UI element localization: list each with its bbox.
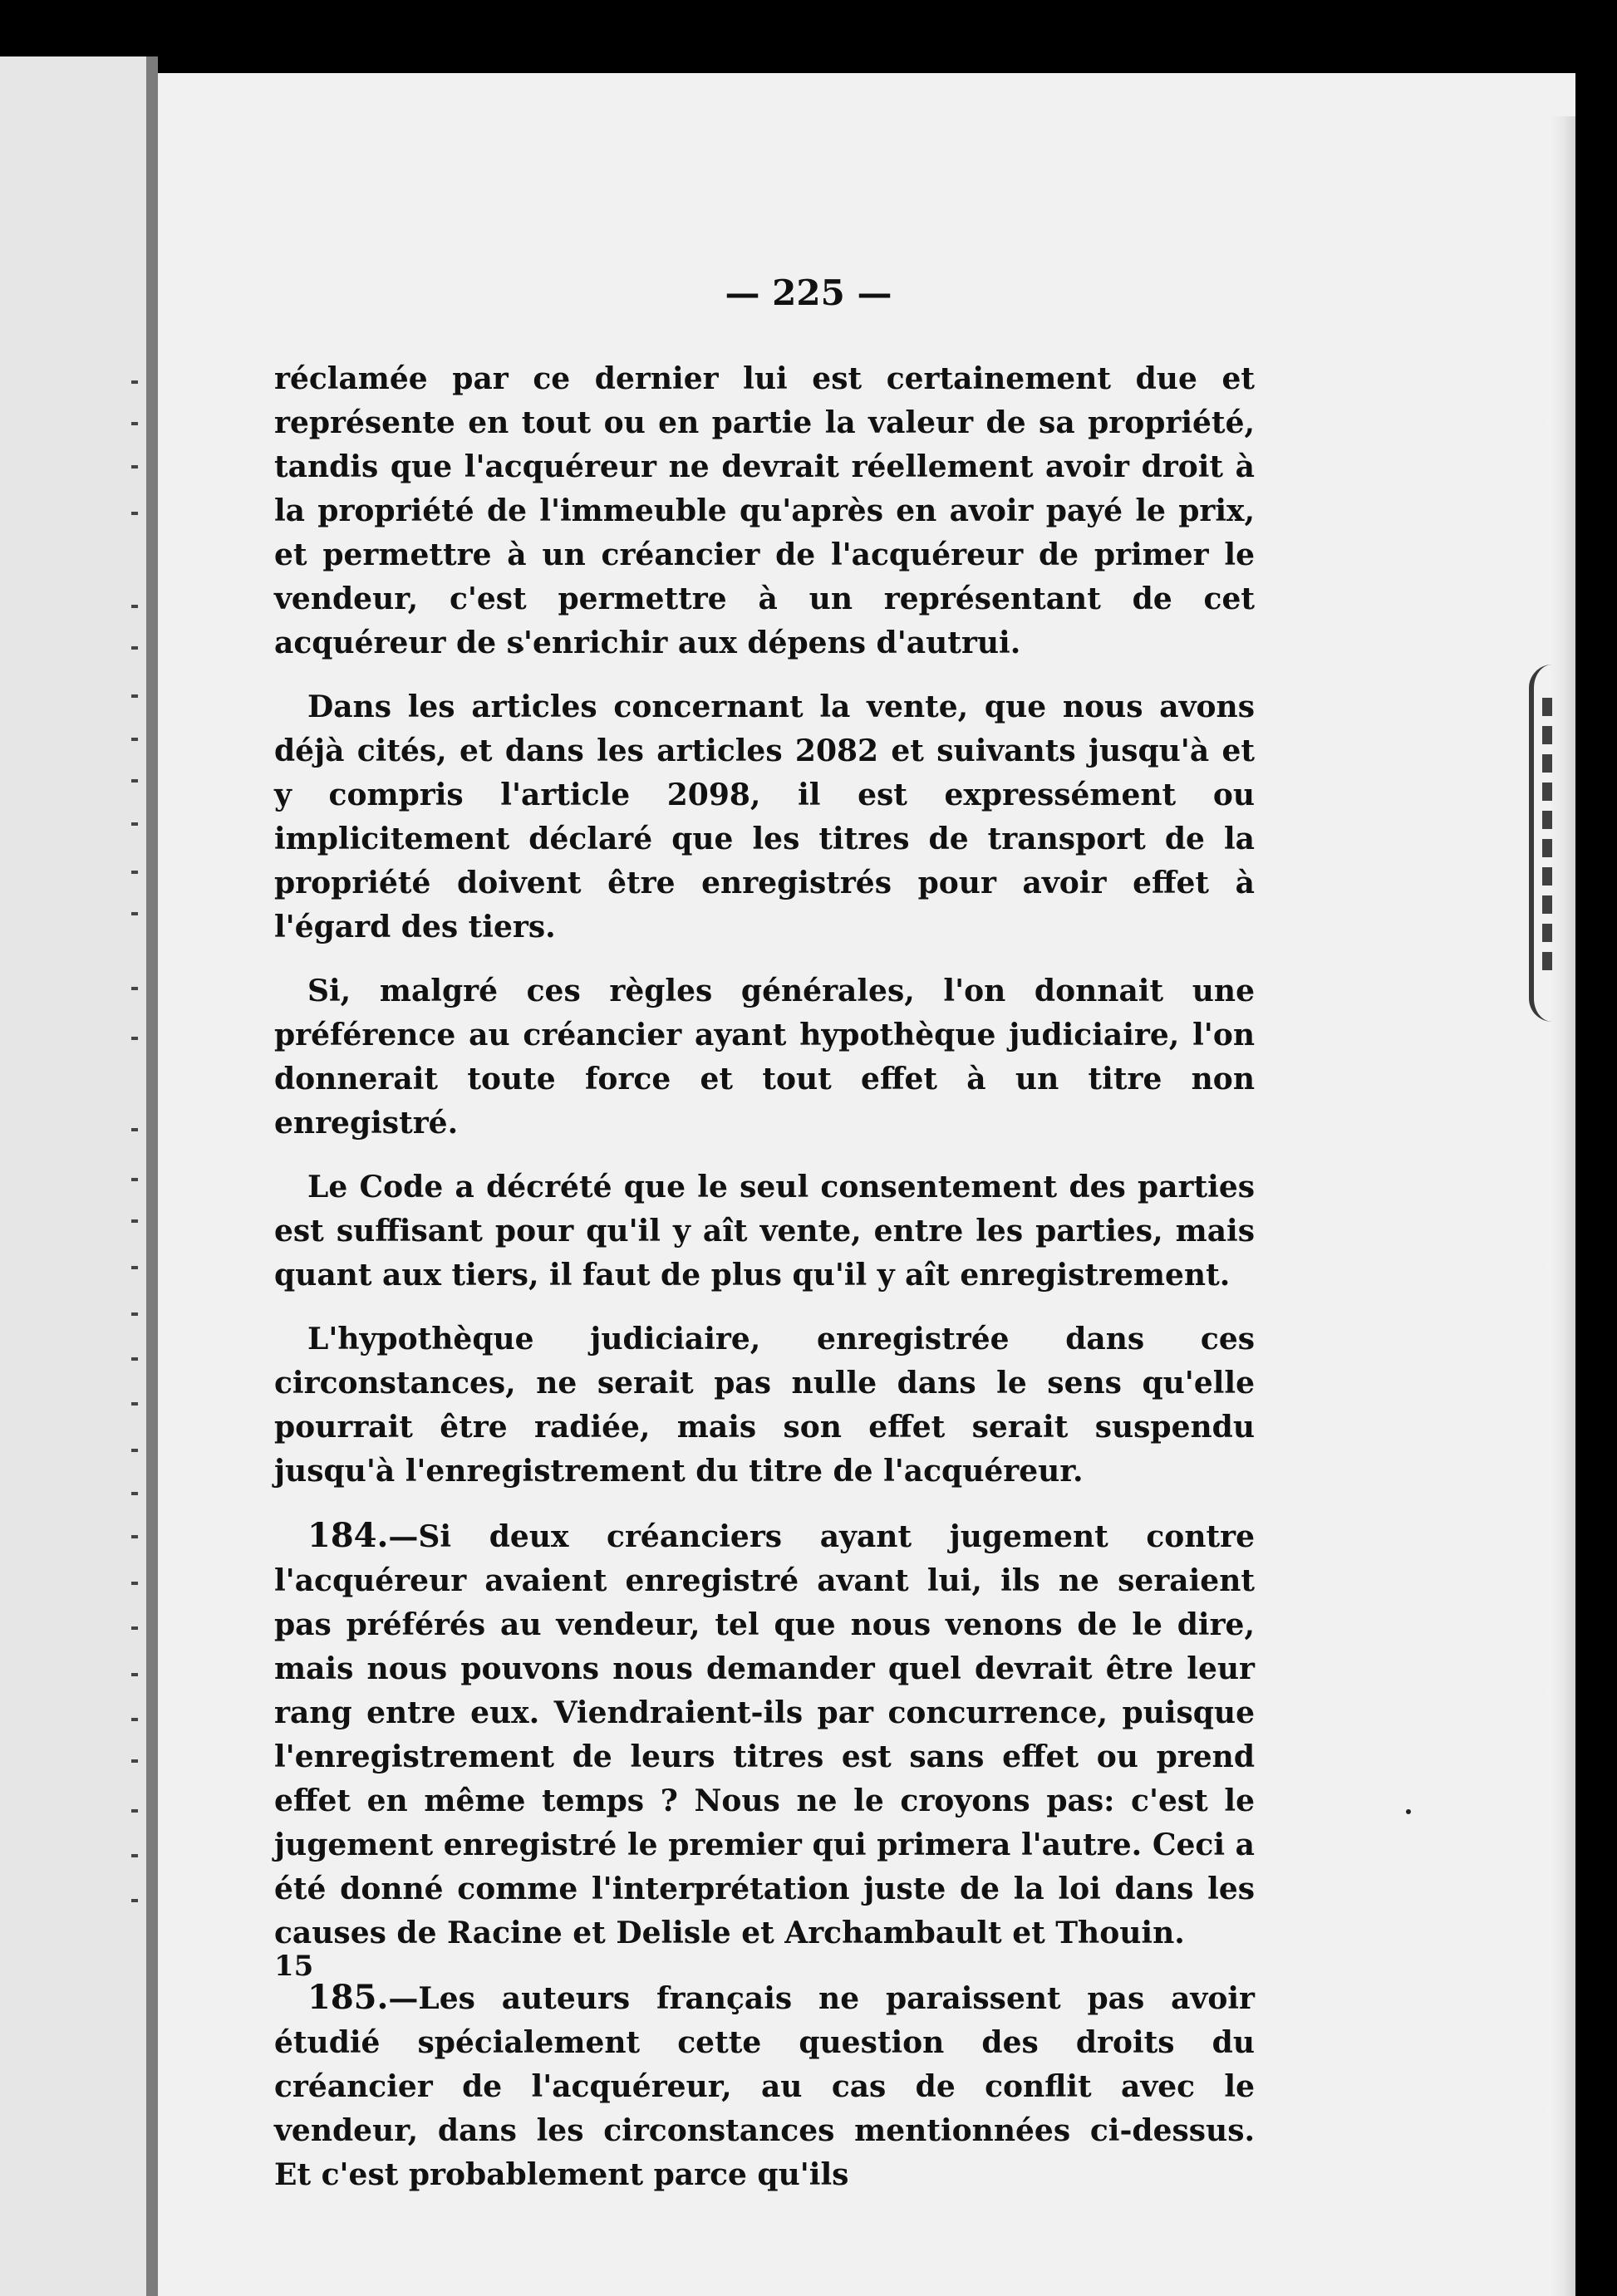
left-page-text-fragment — [131, 694, 138, 698]
section-number: 184. — [307, 1516, 389, 1555]
left-page-text-fragment — [131, 1037, 138, 1040]
margin-annotation-stamp — [1529, 665, 1580, 1022]
left-page-text-fragment — [131, 1492, 138, 1495]
left-page-text-fragment — [131, 1899, 138, 1902]
left-page-text-fragment — [131, 1219, 138, 1223]
left-page-text-fragment — [131, 1449, 138, 1452]
left-page-text-fragment — [131, 465, 138, 469]
left-page-text-fragment — [131, 987, 138, 990]
left-page-text-fragment — [131, 912, 138, 915]
section-paragraph-185 — [274, 1975, 1255, 2197]
signature-mark: 15 — [274, 1950, 314, 1983]
paragraph: Dans les articles concernant la vente, que nous avons déjà cités, et dans les articles 2082 et suivants jusqu'à et y compris l'article 2098, il est expressément ou implicitement déclaré que les titres de transport de la propriété doivent être enregistrés pour avoir effet à l'égard des tiers. — [274, 689, 1255, 944]
adjacent-left-page — [0, 56, 146, 2296]
page-number: — 225 — — [725, 272, 892, 313]
left-page-text-fragment — [131, 605, 138, 608]
left-page-text-fragment — [131, 1312, 138, 1316]
page-body-text — [274, 357, 1255, 2217]
paragraph-continuation: réclamée par ce dernier lui est certainement due et représente en tout ou en partie la valeur de sa propriété, tandis que l'acquéreur ne devrait réellement avoir droit à la propriété de l'immeuble qu'après en avoir payé le prix, et permettre à un créancier de l'acquéreur de primer le vendeur, c'est permettre à un représentant de cet acquéreur de s'enrichir aux dépens d'autrui. — [274, 361, 1255, 660]
left-page-text-fragment — [131, 1673, 138, 1676]
left-page-text-fragment — [131, 1854, 138, 1857]
left-page-text-fragment — [131, 1266, 138, 1269]
section-text: —Les auteurs français ne paraissent pas avoir étudié spécialement cette question des droits du créancier de l'acquéreur, au cas de conflit avec le vendeur, dans les circonstances mentionnées ci-dessus. Et c'est probablement parce qu'ils — [274, 1981, 1255, 2192]
section-number: 185. — [307, 1978, 389, 2017]
left-page-text-fragment — [131, 1128, 138, 1131]
left-page-text-fragment — [131, 1718, 138, 1721]
left-page-text-fragment — [131, 380, 138, 384]
left-page-text-fragment — [131, 646, 138, 650]
left-page-text-fragment — [131, 1582, 138, 1585]
left-page-text-fragment — [131, 1759, 138, 1763]
margin-annotation-marks — [1542, 698, 1552, 972]
paragraph: Si, malgré ces règles générales, l'on donnait une préférence au créancier ayant hypothèque judiciaire, l'on donnerait toute force et tout effet à un titre non enregistré. — [274, 974, 1255, 1141]
left-page-text-fragment — [131, 422, 138, 425]
left-page-text-fragment — [131, 512, 138, 515]
left-page-text-fragment — [131, 822, 138, 826]
section-text: —Si deux créanciers ayant jugement contre l'acquéreur avaient enregistré avant lui, ils ne seraient pas préférés au vendeur, tel que nous venons de le dire, mais nous pouvons nous demander quel devrait être leur rang entre eux. Viendraient-ils par concurrence, puisque l'enregistrement de leurs titres est sans effet ou prend effet en même temps ? Nous ne le croyons pas: c'est le jugement enregistré le premier qui primera l'autre. Ceci a été donné comme l'interprétation juste de la loi dans les causes de Racine et Delisle et Archambault et Thouin. — [274, 1519, 1255, 1950]
paragraph: L'hypothèque judiciaire, enregistrée dans ces circonstances, ne serait pas nulle dans le sens qu'elle pourrait être radiée, mais son effet serait suspendu jusqu'à l'enregistrement du titre de l'acquéreur. — [274, 1322, 1255, 1489]
left-page-text-fragment — [131, 1402, 138, 1406]
left-page-text-fragment — [131, 1809, 138, 1813]
left-page-text-fragment — [131, 738, 138, 741]
page-edge-shadow — [1547, 116, 1575, 2296]
left-page-text-fragment — [131, 871, 138, 874]
ink-speck — [1406, 1809, 1411, 1814]
left-page-text-fragment — [131, 1178, 138, 1181]
book-spine-shadow — [146, 56, 158, 2296]
section-paragraph-184 — [274, 1513, 1255, 1955]
left-page-text-fragment — [131, 1357, 138, 1361]
left-page-text-fragment — [131, 779, 138, 783]
left-page-text-fragment — [131, 1626, 138, 1630]
paragraph: Le Code a décrété que le seul consentement des parties est suffisant pour qu'il y aît vente, entre les parties, mais quant aux tiers, il faut de plus qu'il y aît enregistrement. — [274, 1170, 1255, 1293]
left-page-text-fragment — [131, 1535, 138, 1538]
